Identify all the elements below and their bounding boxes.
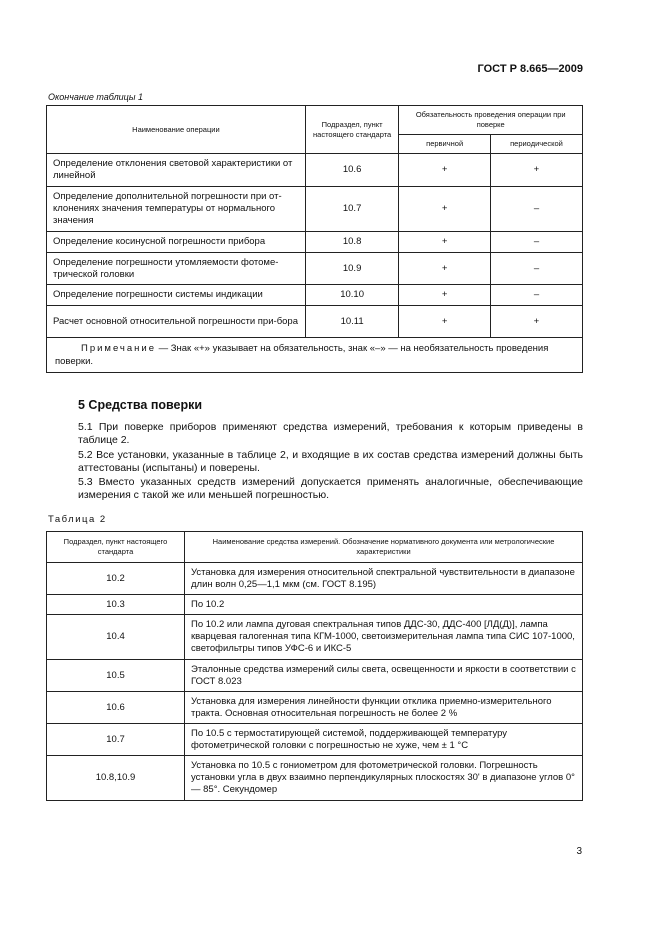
table1-caption: Окончание таблицы 1 bbox=[48, 92, 143, 102]
table2 bbox=[46, 531, 583, 801]
table2-header-row bbox=[47, 532, 583, 563]
table2-caption: Таблица 2 bbox=[48, 514, 107, 525]
operation-periodic: – bbox=[490, 253, 582, 285]
instrument-ref: 10.3 bbox=[47, 595, 185, 615]
paragraph-5-1: 5.1 При поверке приборов применяют средства измерений, требования к которым приведены в таблице 2. bbox=[78, 421, 583, 446]
table1-header-obligation: Обязательность проведения операции при поверке bbox=[399, 106, 583, 135]
operation-ref: 10.9 bbox=[305, 253, 399, 285]
operation-periodic: – bbox=[490, 187, 582, 232]
operation-primary: + bbox=[399, 232, 491, 253]
operation-name: Расчет основной относительной погрешности при-бора bbox=[47, 306, 306, 338]
instrument-text: Установка для измерения относительной спектральной чувствительности в диапазоне длин волн 0,25—1,1 мкм (см. ГОСТ 8.195) bbox=[185, 563, 583, 595]
operation-periodic: + bbox=[490, 154, 582, 187]
table-row bbox=[47, 154, 583, 187]
table-row bbox=[47, 187, 583, 232]
table2-header-subsection: Подраздел, пункт настоящего стандарта bbox=[47, 532, 185, 563]
operation-name: Определение погрешности утомляемости фотоме-трической головки bbox=[47, 253, 306, 285]
table-row bbox=[47, 563, 583, 595]
operation-periodic: – bbox=[490, 285, 582, 306]
instrument-text: Установка для измерения линейности функции отклика приемно-измерительного тракта. Основная относительная погрешность не более 2 % bbox=[185, 692, 583, 724]
table-row bbox=[47, 253, 583, 285]
note-text: — Знак «+» указывает на обязательность, знак «–» — на необязательность проведения поверки. bbox=[55, 343, 549, 367]
table-row bbox=[47, 285, 583, 306]
operation-ref: 10.7 bbox=[305, 187, 399, 232]
table1-header-operation: Наименование операции bbox=[47, 106, 306, 154]
operation-primary: + bbox=[399, 306, 491, 338]
table-row bbox=[47, 595, 583, 615]
table1-header-row bbox=[47, 106, 583, 135]
instrument-ref: 10.6 bbox=[47, 692, 185, 724]
instrument-text: По 10.5 с термостатирующей системой, поддерживающей температуру фотометрической головки с погрешностью не хуже, чем ± 1 °С bbox=[185, 724, 583, 756]
section-title: 5 Средства поверки bbox=[78, 398, 203, 412]
instrument-ref: 10.4 bbox=[47, 615, 185, 660]
note-label: Примечание bbox=[81, 343, 156, 354]
instrument-text: По 10.2 bbox=[185, 595, 583, 615]
operation-ref: 10.10 bbox=[305, 285, 399, 306]
instrument-text: Эталонные средства измерений силы света, освещенности и яркости в соответствии с ГОСТ 8.023 bbox=[185, 660, 583, 692]
table1-note-row bbox=[47, 338, 583, 373]
standard-designation: ГОСТ Р 8.665—2009 bbox=[477, 63, 583, 75]
table-row bbox=[47, 660, 583, 692]
table2-header-name: Наименование средства измерений. Обозначение нормативного документа или метрологические характеристики bbox=[185, 532, 583, 563]
instrument-text: По 10.2 или лампа дуговая спектральная типов ДДС-30, ДДС-400 [ЛД(Д)], лампа кварцевая галогенная типа КГМ-1000, светоизмерительная лампа типа СИС 107-1000, светофильтры типов УФС-6 и ИКС-5 bbox=[185, 615, 583, 660]
operation-ref: 10.8 bbox=[305, 232, 399, 253]
operation-ref: 10.6 bbox=[305, 154, 399, 187]
table-row bbox=[47, 232, 583, 253]
table1-header-primary: первичной bbox=[399, 135, 491, 154]
instrument-ref: 10.2 bbox=[47, 563, 185, 595]
instrument-ref: 10.5 bbox=[47, 660, 185, 692]
table1-note bbox=[47, 338, 583, 373]
page-number: 3 bbox=[576, 846, 582, 857]
table-row bbox=[47, 306, 583, 338]
instrument-ref: 10.7 bbox=[47, 724, 185, 756]
table-row bbox=[47, 756, 583, 801]
operation-name: Определение дополнительной погрешности при от-клонениях значения температуры от нормального значения bbox=[47, 187, 306, 232]
table1 bbox=[46, 105, 583, 373]
table-row bbox=[47, 692, 583, 724]
table1-header-subsection: Подраздел, пункт настоящего стандарта bbox=[305, 106, 399, 154]
paragraph-5-2: 5.2 Все установки, указанные в таблице 2, и входящие в их состав средства измерений должны быть аттестованы (испытаны) и поверены. bbox=[78, 449, 583, 474]
table1-header-periodic: периодической bbox=[490, 135, 582, 154]
operation-name: Определение отклонения световой характеристики от линейной bbox=[47, 154, 306, 187]
operation-periodic: + bbox=[490, 306, 582, 338]
operation-name: Определение погрешности системы индикации bbox=[47, 285, 306, 306]
paragraph-5-3: 5.3 Вместо указанных средств измерений допускается применять аналогичные, обеспечивающие измерения с такой же или меньшей погрешностью. bbox=[78, 476, 583, 501]
instrument-ref: 10.8,10.9 bbox=[47, 756, 185, 801]
operation-primary: + bbox=[399, 285, 491, 306]
operation-periodic: – bbox=[490, 232, 582, 253]
operation-primary: + bbox=[399, 154, 491, 187]
operation-name: Определение косинусной погрешности прибора bbox=[47, 232, 306, 253]
operation-ref: 10.11 bbox=[305, 306, 399, 338]
instrument-text: Установка по 10.5 с гониометром для фотометрической головки. Погрешность установки угла в двух взаимно перпендикулярных плоскостях 30' в диапазоне углов 0° — 85°. Секундомер bbox=[185, 756, 583, 801]
table-row bbox=[47, 615, 583, 660]
operation-primary: + bbox=[399, 187, 491, 232]
table-row bbox=[47, 724, 583, 756]
operation-primary: + bbox=[399, 253, 491, 285]
